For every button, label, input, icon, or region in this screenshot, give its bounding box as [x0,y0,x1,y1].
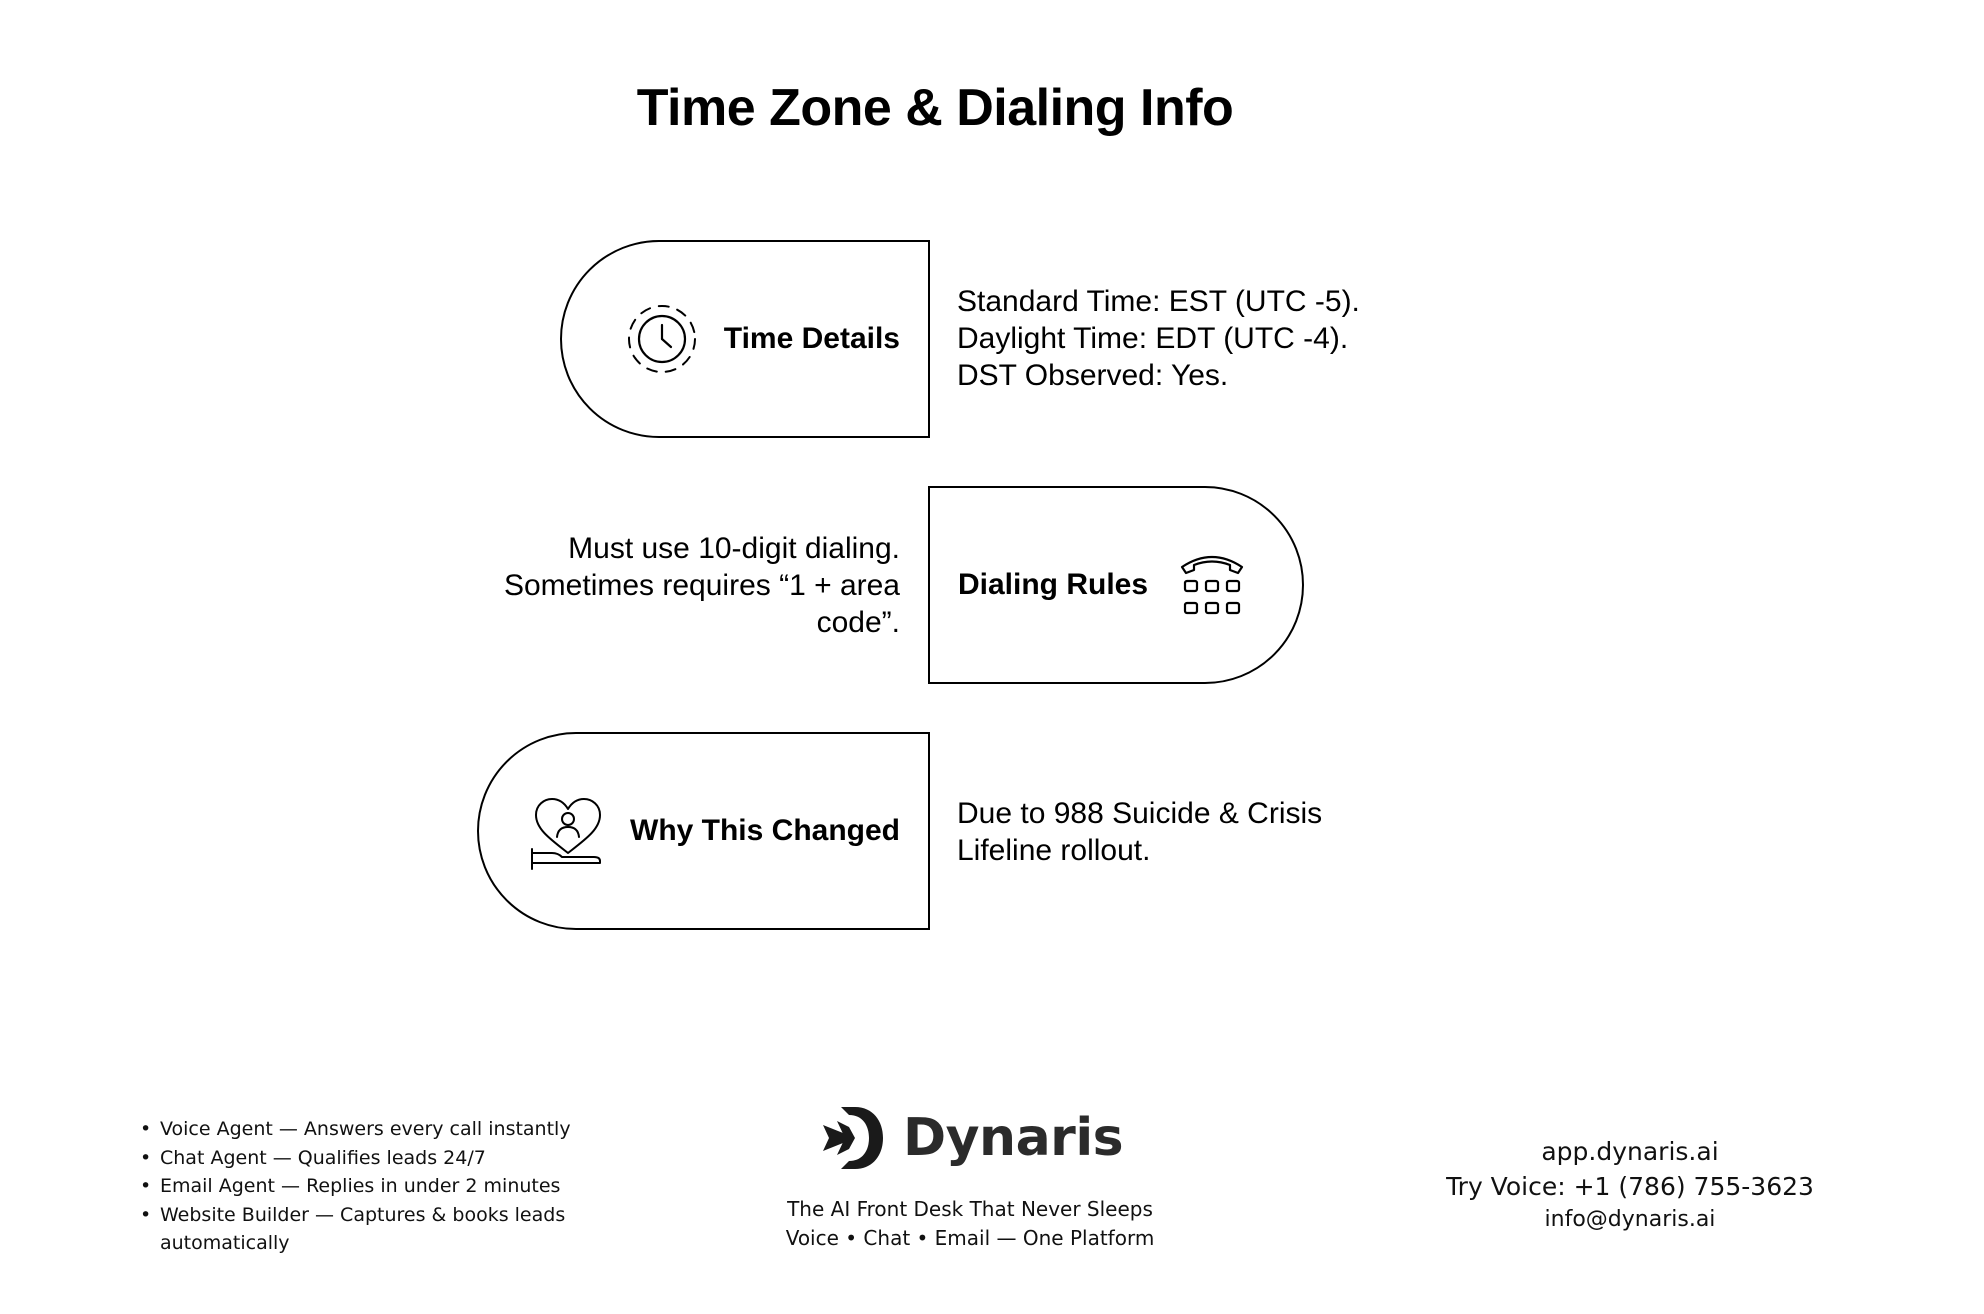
tagline-line: The AI Front Desk That Never Sleeps [787,1197,1153,1221]
list-item: • Voice Agent — Answers every call instantly [138,1115,598,1144]
heart-hand-icon [528,791,608,871]
brand-logo [815,1098,1124,1178]
description-line: Lifeline rollout. [957,834,1151,867]
phone-link[interactable]: Try Voice: +1 (786) 755-3623 [1446,1172,1814,1201]
page-title: Time Zone & Dialing Info [636,79,1234,137]
website-link[interactable]: app.dynaris.ai [1541,1137,1719,1166]
description-line: Sometimes requires “1 + area [503,569,900,602]
tagline-line: Voice • Chat • Email — One Platform [785,1226,1155,1250]
card-label-dialing-rules: Dialing Rules [958,568,1149,601]
why-this-changed-description [957,795,1377,869]
email-link[interactable]: info@dynaris.ai [1544,1207,1716,1232]
tagline [720,1195,1220,1253]
list-item: • Chat Agent — Qualifies leads 24/7 [138,1144,598,1173]
dynaris-logo-icon [815,1103,885,1173]
time-details-description [957,283,1377,394]
why-this-changed-card [477,732,930,930]
card-label-time-details: Time Details [723,322,900,355]
clock-icon [622,299,702,379]
feature-list [138,1115,598,1258]
telephone-icon [1172,545,1252,625]
time-details-card [560,240,930,438]
description-line: DST Observed: Yes. [957,359,1229,392]
card-label-why-this-changed: Why This Changed [630,814,900,847]
description-line: code”. [816,606,900,639]
dialing-rules-description [470,530,900,641]
list-item: • Website Builder — Captures & books leads automatically [138,1201,598,1258]
dialing-rules-card [928,486,1304,684]
list-item: • Email Agent — Replies in under 2 minutes [138,1172,598,1201]
description-line: Due to 988 Suicide & Crisis [957,797,1323,830]
description-line: Standard Time: EST (UTC -5). [957,285,1360,318]
description-line: Must use 10-digit dialing. [568,532,900,565]
description-line: Daylight Time: EDT (UTC -4). [957,322,1349,355]
brand-name: Dynaris [903,1108,1124,1168]
contact-info [1420,1135,1840,1235]
